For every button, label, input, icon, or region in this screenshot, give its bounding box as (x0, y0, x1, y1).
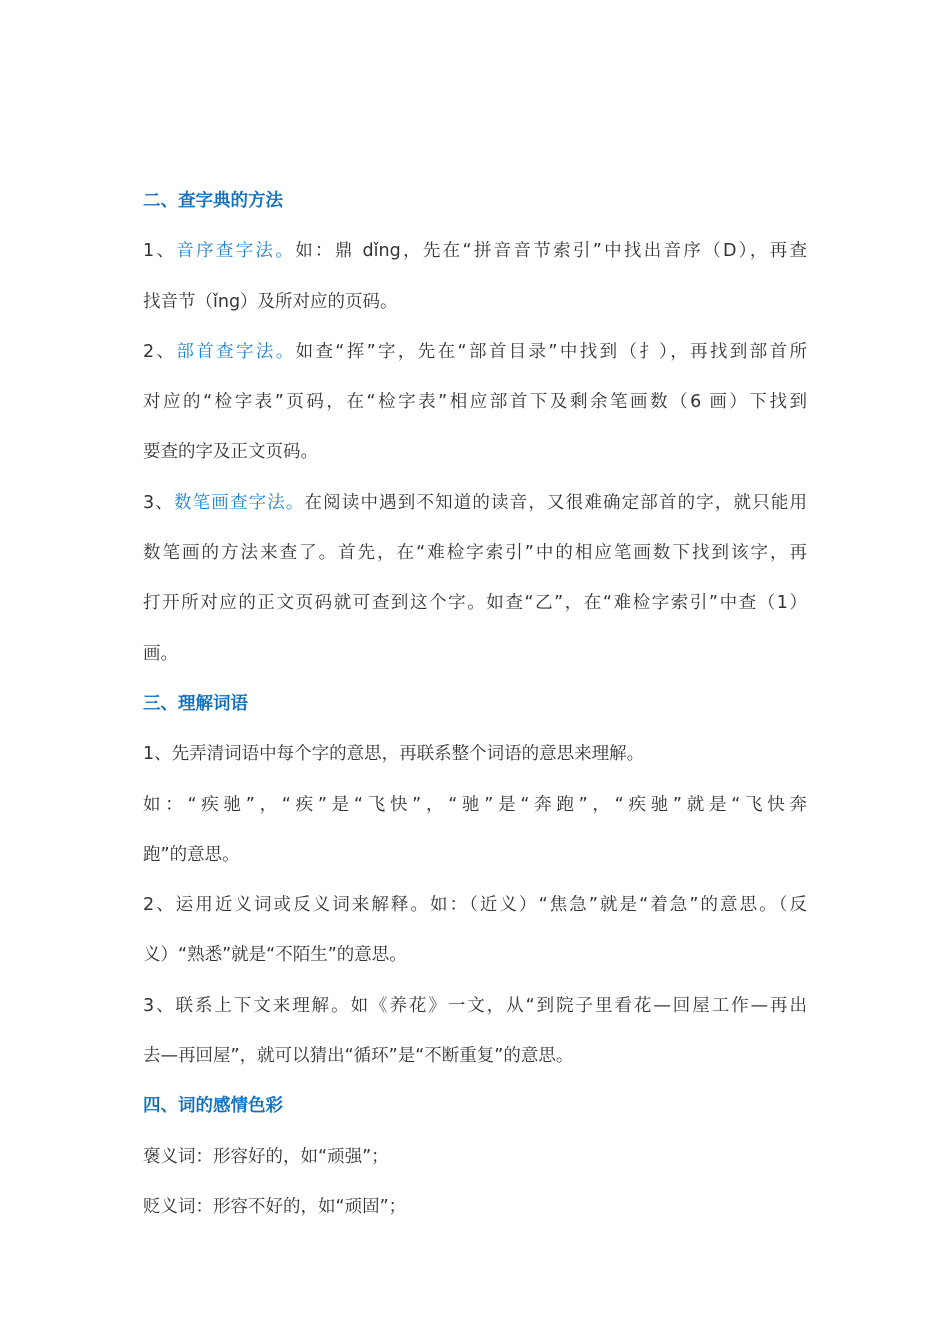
paragraph-line: 1、先弄清词语中每个字的意思，再联系整个词语的意思来理解。 (143, 744, 645, 765)
paragraph-line (143, 478, 807, 528)
method-term: 数笔画查字法。 (173, 492, 305, 513)
paragraph-text: 在阅读中遇到不知道的读音，又很难确定部首的字，就只能用 (304, 492, 807, 513)
paragraph-line: 打开所对应的正文页码就可查到这个字。如查“乙”，在“难检字索引”中查（1） (143, 593, 807, 614)
paragraph-line: 数笔画的方法来查了。首先，在“难检字索引”中的相应笔画数下找到该字，再 (143, 543, 807, 564)
paragraph-line (143, 327, 807, 377)
item-number: 1、 (143, 241, 177, 262)
paragraph-line (143, 226, 807, 276)
paragraph-line: 跑”的意思。 (143, 844, 240, 865)
paragraph-line: 如：“疾驰”，“疾”是“飞快”，“驰”是“奔跑”，“疾驰”就是“飞快奔 (143, 794, 807, 815)
paragraph-line: 2、运用近义词或反义词来解释。如：（近义）“焦急”就是“着急”的意思。（反 (143, 895, 807, 916)
section-heading-dictionary-methods: 二、查字典的方法 (143, 191, 283, 211)
item-number: 2、 (143, 341, 177, 362)
document-page (143, 176, 807, 1232)
paragraph-line: 对应的“检字表”页码，在“检字表”相应部首下及剩余笔画数（6 画）下找到 (143, 392, 807, 413)
paragraph-text: 如：鼎 dǐng，先在“拼音音节索引”中找出音序（D），再查 (295, 241, 807, 262)
method-term: 音序查字法。 (176, 241, 296, 262)
paragraph-line: 褒义词：形容好的，如“顽强”； (143, 1146, 389, 1167)
paragraph-line: 找音节（ǐng）及所对应的页码。 (143, 291, 398, 312)
section-heading-word-sentiment: 四、词的感情色彩 (143, 1096, 283, 1117)
paragraph-text: 如查“挥”字，先在“部首目录”中找到（扌），再找到部首所 (295, 341, 807, 362)
paragraph-line: 义）“熟悉”就是“不陌生”的意思。 (143, 945, 407, 966)
section-heading-understand-words: 三、理解词语 (143, 693, 248, 714)
item-number: 3、 (143, 492, 174, 513)
paragraph-line: 3、联系上下文来理解。如《养花》一文，从“到院子里看花—回屋工作—再出 (143, 995, 807, 1016)
paragraph-line: 去—再回屋”，就可以猜出“循环”是“不断重复”的意思。 (143, 1046, 574, 1067)
paragraph-line: 贬义词：形容不好的，如“顽固”； (143, 1196, 407, 1217)
method-term: 部首查字法。 (176, 341, 296, 362)
paragraph-line: 要查的字及正文页码。 (143, 442, 318, 463)
paragraph-line: 画。 (143, 643, 178, 664)
